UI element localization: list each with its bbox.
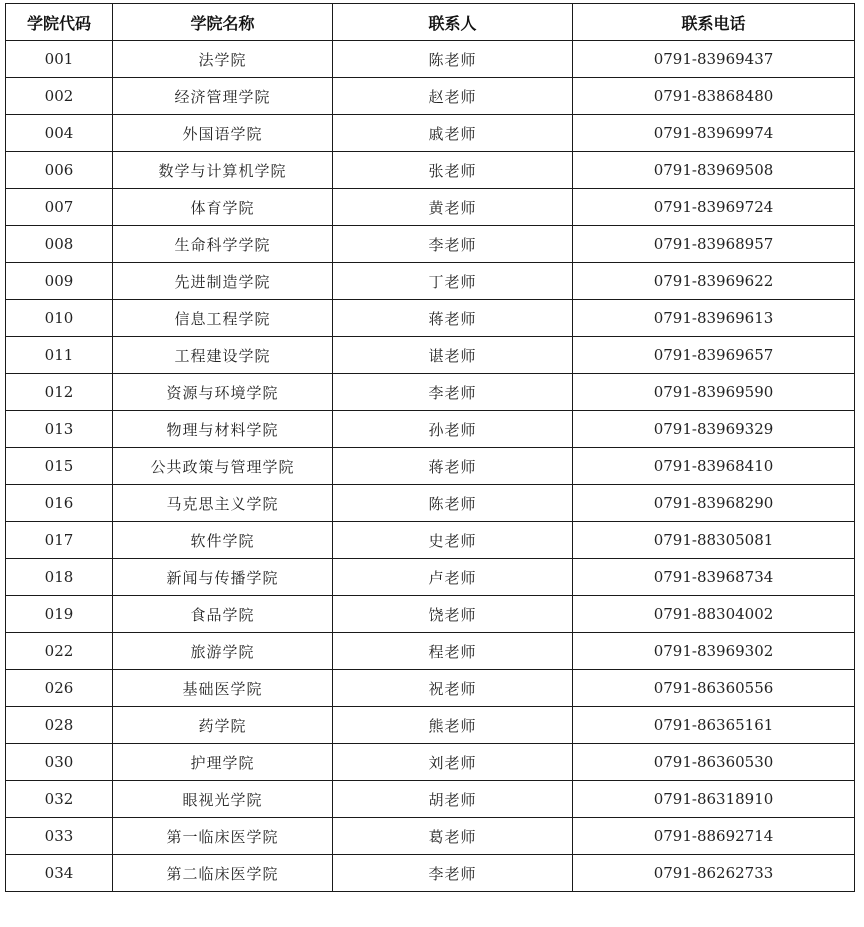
contact-person-cell: 卢老师 (333, 559, 573, 596)
contact-phone-cell: 0791-83969622 (573, 263, 855, 300)
table-row (6, 189, 855, 226)
contact-person-cell: 戚老师 (333, 115, 573, 152)
contact-person-cell: 蒋老师 (333, 448, 573, 485)
contact-person-cell: 赵老师 (333, 78, 573, 115)
contact-person-cell: 熊老师 (333, 707, 573, 744)
college-name-cell: 物理与材料学院 (113, 411, 333, 448)
college-name-cell: 第一临床医学院 (113, 818, 333, 855)
college-code-cell: 030 (6, 744, 113, 781)
college-name-cell: 工程建设学院 (113, 337, 333, 374)
contact-person-cell: 李老师 (333, 226, 573, 263)
college-contact-table (5, 3, 855, 892)
contact-person-cell: 李老师 (333, 374, 573, 411)
contact-person-cell: 丁老师 (333, 263, 573, 300)
table-row (6, 855, 855, 892)
table-row (6, 781, 855, 818)
table-row (6, 744, 855, 781)
contact-person-cell: 刘老师 (333, 744, 573, 781)
contact-phone-cell: 0791-88692714 (573, 818, 855, 855)
college-code-cell: 022 (6, 633, 113, 670)
table-row (6, 374, 855, 411)
contact-phone-cell: 0791-86360530 (573, 744, 855, 781)
college-name-cell: 第二临床医学院 (113, 855, 333, 892)
contact-person-cell: 葛老师 (333, 818, 573, 855)
contact-phone-cell: 0791-88305081 (573, 522, 855, 559)
contact-phone-cell: 0791-83968290 (573, 485, 855, 522)
college-code-cell: 007 (6, 189, 113, 226)
header-row (6, 4, 855, 41)
table-row (6, 226, 855, 263)
contact-person-cell: 孙老师 (333, 411, 573, 448)
college-code-cell: 028 (6, 707, 113, 744)
college-name-cell: 生命科学学院 (113, 226, 333, 263)
header-college-code: 学院代码 (6, 4, 113, 41)
contact-phone-cell: 0791-83968957 (573, 226, 855, 263)
college-name-cell: 公共政策与管理学院 (113, 448, 333, 485)
table-row (6, 818, 855, 855)
college-code-cell: 033 (6, 818, 113, 855)
contact-phone-cell: 0791-86360556 (573, 670, 855, 707)
contact-phone-cell: 0791-86262733 (573, 855, 855, 892)
college-name-cell: 护理学院 (113, 744, 333, 781)
contact-phone-cell: 0791-83969508 (573, 152, 855, 189)
table-row (6, 707, 855, 744)
college-code-cell: 026 (6, 670, 113, 707)
contact-person-cell: 程老师 (333, 633, 573, 670)
table-row (6, 152, 855, 189)
college-code-cell: 001 (6, 41, 113, 78)
college-name-cell: 经济管理学院 (113, 78, 333, 115)
contact-phone-cell: 0791-83969590 (573, 374, 855, 411)
table-row (6, 596, 855, 633)
table-row (6, 633, 855, 670)
contact-person-cell: 胡老师 (333, 781, 573, 818)
contact-phone-cell: 0791-86365161 (573, 707, 855, 744)
contact-phone-cell: 0791-83969974 (573, 115, 855, 152)
college-code-cell: 009 (6, 263, 113, 300)
college-name-cell: 新闻与传播学院 (113, 559, 333, 596)
table-row (6, 448, 855, 485)
college-code-cell: 015 (6, 448, 113, 485)
table-header (6, 4, 855, 41)
table-row (6, 41, 855, 78)
college-code-cell: 006 (6, 152, 113, 189)
contact-person-cell: 黄老师 (333, 189, 573, 226)
college-code-cell: 017 (6, 522, 113, 559)
college-name-cell: 软件学院 (113, 522, 333, 559)
contact-phone-cell: 0791-83868480 (573, 78, 855, 115)
college-name-cell: 外国语学院 (113, 115, 333, 152)
contact-person-cell: 张老师 (333, 152, 573, 189)
table-row (6, 263, 855, 300)
college-code-cell: 010 (6, 300, 113, 337)
contact-phone-cell: 0791-83968734 (573, 559, 855, 596)
table-body (6, 41, 855, 892)
table-row (6, 337, 855, 374)
contact-phone-cell: 0791-83969657 (573, 337, 855, 374)
header-contact-phone: 联系电话 (573, 4, 855, 41)
contact-person-cell: 祝老师 (333, 670, 573, 707)
college-name-cell: 先进制造学院 (113, 263, 333, 300)
contact-phone-cell: 0791-83969302 (573, 633, 855, 670)
college-code-cell: 034 (6, 855, 113, 892)
college-name-cell: 数学与计算机学院 (113, 152, 333, 189)
college-code-cell: 018 (6, 559, 113, 596)
college-name-cell: 眼视光学院 (113, 781, 333, 818)
table-row (6, 411, 855, 448)
college-name-cell: 马克思主义学院 (113, 485, 333, 522)
table-row (6, 78, 855, 115)
contact-phone-cell: 0791-83968410 (573, 448, 855, 485)
college-name-cell: 基础医学院 (113, 670, 333, 707)
contact-person-cell: 蒋老师 (333, 300, 573, 337)
college-name-cell: 药学院 (113, 707, 333, 744)
college-code-cell: 008 (6, 226, 113, 263)
table-row (6, 300, 855, 337)
college-code-cell: 016 (6, 485, 113, 522)
table-row (6, 670, 855, 707)
table-row (6, 559, 855, 596)
table-row (6, 115, 855, 152)
contact-person-cell: 史老师 (333, 522, 573, 559)
college-code-cell: 004 (6, 115, 113, 152)
college-code-cell: 002 (6, 78, 113, 115)
contact-person-cell: 陈老师 (333, 41, 573, 78)
contact-person-cell: 李老师 (333, 855, 573, 892)
contact-person-cell: 谌老师 (333, 337, 573, 374)
table-row (6, 485, 855, 522)
college-code-cell: 013 (6, 411, 113, 448)
college-name-cell: 信息工程学院 (113, 300, 333, 337)
college-name-cell: 食品学院 (113, 596, 333, 633)
college-code-cell: 019 (6, 596, 113, 633)
college-name-cell: 旅游学院 (113, 633, 333, 670)
college-code-cell: 011 (6, 337, 113, 374)
table-row (6, 522, 855, 559)
college-name-cell: 资源与环境学院 (113, 374, 333, 411)
contact-phone-cell: 0791-83969724 (573, 189, 855, 226)
header-contact-person: 联系人 (333, 4, 573, 41)
college-name-cell: 法学院 (113, 41, 333, 78)
contact-phone-cell: 0791-83969437 (573, 41, 855, 78)
header-college-name: 学院名称 (113, 4, 333, 41)
college-code-cell: 032 (6, 781, 113, 818)
contact-phone-cell: 0791-83969329 (573, 411, 855, 448)
college-code-cell: 012 (6, 374, 113, 411)
contact-phone-cell: 0791-88304002 (573, 596, 855, 633)
contact-person-cell: 陈老师 (333, 485, 573, 522)
contact-person-cell: 饶老师 (333, 596, 573, 633)
college-name-cell: 体育学院 (113, 189, 333, 226)
contact-phone-cell: 0791-83969613 (573, 300, 855, 337)
contact-phone-cell: 0791-86318910 (573, 781, 855, 818)
